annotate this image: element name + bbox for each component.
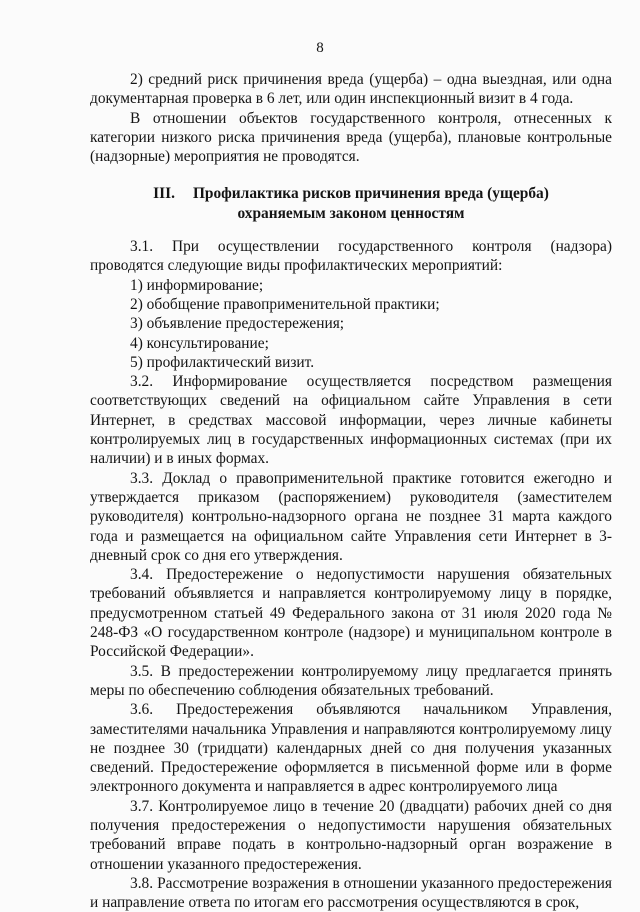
- list-item: 3) объявление предостережения;: [130, 315, 345, 333]
- section-title-line-1: Профилактика рисков причинения вреда (ущерба): [192, 185, 549, 203]
- paragraph-3-2: 3.2. Информирование осуществляется посредством размещения соответствующих сведений на официальном сайте Управления в сети Интернет, в средствах массовой информации, через личные кабинеты контролируемых лиц в государственных информационных системах (при их наличии) и в иных формах.: [90, 373, 612, 468]
- paragraph-3-5: 3.5. В предостережении контролируемому лицу предлагается принять меры по обеспечению соблюдения обязательных требований.: [90, 662, 612, 699]
- paragraph-3-3: 3.3. Доклад о правоприменительной практике готовится ежегодно и утверждается приказом (распоряжением) руководителя (заместителем руководителя) контрольно-надзорного органа не позднее 31 марта каждого года и размещается на официальном сайте Управления сети Интернет в 3-дневный срок со дня его утверждения.: [90, 469, 612, 564]
- page-number: 8: [316, 40, 324, 56]
- section-title-line-2: охраняемым законом ценностям: [237, 204, 465, 222]
- list-item: 4) консультирование;: [130, 334, 269, 352]
- list-item: 5) профилактический визит.: [130, 353, 315, 371]
- paragraph-3-7: 3.7. Контролируемое лицо в течение 20 (двадцати) рабочих дней со дня получения предостережения о недопустимости нарушения обязательных требований вправе подать в контрольно-надзорный орган возражение в отношении указанного предостережения.: [90, 797, 612, 873]
- list-item: 1) информирование;: [130, 276, 264, 294]
- section-heading: [90, 184, 612, 223]
- document-body: [90, 70, 612, 912]
- section-number: III.: [153, 185, 175, 203]
- paragraph-3-8: 3.8. Рассмотрение возражения в отношении указанного предостережения и направление ответа по итогам его рассмотрения осуществляются в срок,: [90, 874, 612, 912]
- intro-paragraph-1: 2) средний риск причинения вреда (ущерба) – одна выездная, или одна документарная проверка в 6 лет, или один инспекционный визит в 4 года.: [90, 71, 612, 108]
- intro-paragraph-2: В отношении объектов государственного контроля, отнесенных к категории низкого риска причинения вреда (ущерба), плановые контрольные (надзорные) мероприятия не проводятся.: [90, 109, 612, 166]
- paragraph-3-1: 3.1. При осуществлении государственного контроля (надзора) проводятся следующие виды профилактических мероприятий:: [90, 238, 612, 275]
- paragraph-3-4: 3.4. Предостережение о недопустимости нарушения обязательных требований объявляется и направляется контролируемому лицу в порядке, предусмотренном статьей 49 Федерального закона от 31 июля 2020 года № 248-ФЗ «О государственном контроле (надзоре) и муниципальном контроле в Российской Федерации».: [90, 566, 612, 661]
- paragraph-3-6: 3.6. Предостережения объявляются начальником Управления, заместителями начальника Управления и направляются контролируемому лицу не позднее 30 (тридцати) календарных дней со дня получения указанных сведений. Предостережение оформляется в письменной форме или в форме электронного документа и направляется в адрес контролируемого лица: [90, 701, 612, 796]
- list-item: 2) обобщение правоприменительной практики;: [130, 295, 440, 313]
- section-heading-line-1: [90, 184, 612, 203]
